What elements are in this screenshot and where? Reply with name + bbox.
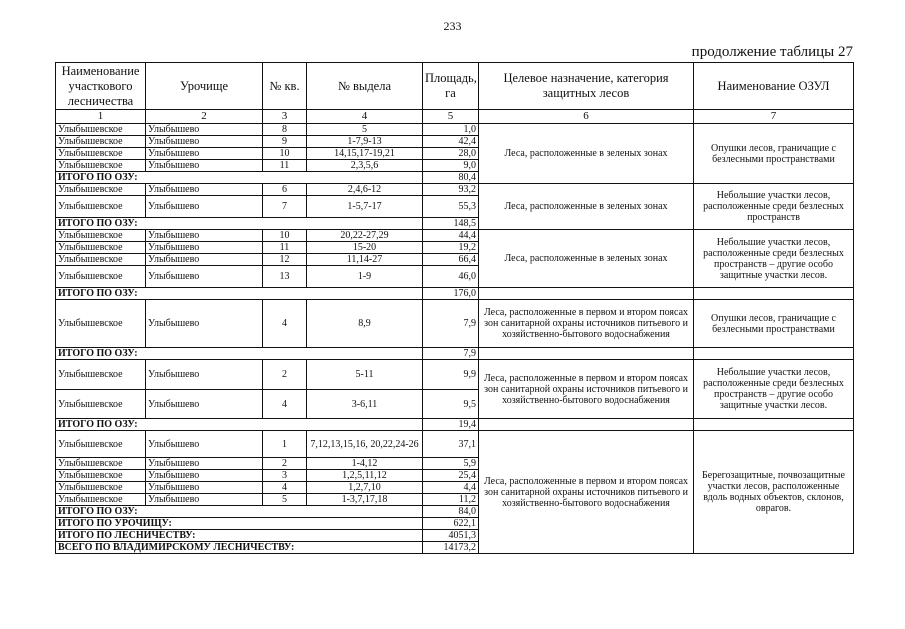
vladimir-total-value: 14173,2: [423, 542, 479, 554]
cell-vydel: 1-3,7,17,18: [307, 494, 423, 506]
total-row: [56, 348, 854, 360]
cell-lesnichestvo: Улыбышевское: [56, 494, 146, 506]
cell-ozul: Берегозащитные, почвозащитные участки лесов, расположенные вдоль водных объектов, склонов, оврагов.: [694, 431, 854, 554]
empty-cell: [694, 288, 854, 300]
cell-lesnichestvo: Улыбышевское: [56, 148, 146, 160]
vladimir-total-label: ВСЕГО ПО ВЛАДИМИРСКОМУ ЛЕСНИЧЕСТВУ:: [56, 542, 423, 554]
header-purpose: Целевое назначение, категория защитных лесов: [479, 63, 694, 110]
cell-kvartal: 1: [263, 431, 307, 458]
cell-area: 9,0: [423, 160, 479, 172]
cell-vydel: 5: [307, 124, 423, 136]
ozul-table: [55, 62, 854, 554]
cell-lesnichestvo: Улыбышевское: [56, 160, 146, 172]
cell-area: 9,5: [423, 390, 479, 419]
cell-purpose: Леса, расположенные в зеленых зонах: [479, 124, 694, 184]
cell-kvartal: 9: [263, 136, 307, 148]
cell-kvartal: 8: [263, 124, 307, 136]
cell-area: 42,4: [423, 136, 479, 148]
lesnichestvo-total-value: 4051,3: [423, 530, 479, 542]
total-label: ИТОГО ПО ОЗУ:: [56, 172, 423, 184]
cell-lesnichestvo: Улыбышевское: [56, 184, 146, 196]
cell-purpose: Леса, расположенные в первом и втором поясах зон санитарной охраны источников питьевого и хозяйственно-бытового водоснабжения: [479, 300, 694, 348]
cell-lesnichestvo: Улыбышевское: [56, 390, 146, 419]
cell-lesnichestvo: Улыбышевское: [56, 458, 146, 470]
total-label: ИТОГО ПО ОЗУ:: [56, 218, 423, 230]
cell-urochishe: Улыбышево: [146, 124, 263, 136]
cell-urochishe: Улыбышево: [146, 148, 263, 160]
urochishe-total-label: ИТОГО ПО УРОЧИЩУ:: [56, 518, 423, 530]
column-number: 6: [479, 110, 694, 124]
total-label: ИТОГО ПО ОЗУ:: [56, 288, 423, 300]
column-number-row: [56, 110, 854, 124]
cell-kvartal: 10: [263, 230, 307, 242]
header-row: [56, 63, 854, 110]
cell-vydel: 11,14-27: [307, 254, 423, 266]
cell-urochishe: Улыбышево: [146, 300, 263, 348]
empty-cell: [479, 288, 694, 300]
cell-area: 66,4: [423, 254, 479, 266]
cell-purpose: Леса, расположенные в зеленых зонах: [479, 230, 694, 288]
empty-cell: [479, 419, 694, 431]
cell-area: 7,9: [423, 300, 479, 348]
header-kvartal: № кв.: [263, 63, 307, 110]
cell-kvartal: 3: [263, 470, 307, 482]
cell-urochishe: Улыбышево: [146, 266, 263, 288]
cell-urochishe: Улыбышево: [146, 458, 263, 470]
cell-area: 5,9: [423, 458, 479, 470]
cell-ozul: Небольшие участки лесов, расположенные среди безлесных пространств – другие особо защитные участки лесов.: [694, 360, 854, 419]
cell-kvartal: 12: [263, 254, 307, 266]
column-number: 7: [694, 110, 854, 124]
cell-urochishe: Улыбышево: [146, 360, 263, 390]
cell-area: 9,9: [423, 360, 479, 390]
cell-vydel: 1,2,5,11,12: [307, 470, 423, 482]
cell-urochishe: Улыбышево: [146, 136, 263, 148]
cell-area: 25,4: [423, 470, 479, 482]
lesnichestvo-total-label: ИТОГО ПО ЛЕСНИЧЕСТВУ:: [56, 530, 423, 542]
cell-kvartal: 11: [263, 160, 307, 172]
cell-kvartal: 13: [263, 266, 307, 288]
cell-vydel: 8,9: [307, 300, 423, 348]
header-vydel: № выдела: [307, 63, 423, 110]
cell-kvartal: 4: [263, 300, 307, 348]
cell-area: 44,4: [423, 230, 479, 242]
cell-area: 93,2: [423, 184, 479, 196]
header-ozul: Наименование ОЗУЛ: [694, 63, 854, 110]
cell-lesnichestvo: Улыбышевское: [56, 254, 146, 266]
cell-area: 37,1: [423, 431, 479, 458]
cell-urochishe: Улыбышево: [146, 160, 263, 172]
total-value: 19,4: [423, 419, 479, 431]
cell-urochishe: Улыбышево: [146, 482, 263, 494]
cell-purpose: Леса, расположенные в первом и втором поясах зон санитарной охраны источников питьевого и хозяйственно-бытового водоснабжения: [479, 360, 694, 419]
cell-area: 19,2: [423, 242, 479, 254]
empty-cell: [694, 348, 854, 360]
total-value: 7,9: [423, 348, 479, 360]
cell-urochishe: Улыбышево: [146, 494, 263, 506]
cell-kvartal: 10: [263, 148, 307, 160]
header-lesnichestvo: Наименование участкового лесничества: [56, 63, 146, 110]
table-row: [56, 230, 854, 242]
cell-area: 55,3: [423, 196, 479, 218]
cell-lesnichestvo: Улыбышевское: [56, 470, 146, 482]
cell-area: 28,0: [423, 148, 479, 160]
total-value: 148,5: [423, 218, 479, 230]
page-number: 233: [443, 19, 462, 33]
total-label: ИТОГО ПО ОЗУ:: [56, 419, 423, 431]
cell-ozul: Опушки лесов, граничащие с безлесными пространствами: [694, 124, 854, 184]
cell-vydel: 14,15,17-19,21: [307, 148, 423, 160]
cell-vydel: 5-11: [307, 360, 423, 390]
cell-vydel: 1-5,7-17: [307, 196, 423, 218]
column-number: 1: [56, 110, 146, 124]
header-area: Площадь, га: [423, 63, 479, 110]
empty-cell: [694, 419, 854, 431]
cell-lesnichestvo: Улыбышевское: [56, 242, 146, 254]
table-row: [56, 431, 854, 458]
cell-vydel: 1-4,12: [307, 458, 423, 470]
cell-urochishe: Улыбышево: [146, 196, 263, 218]
total-value: 84,0: [423, 506, 479, 518]
table-row: [56, 124, 854, 136]
cell-vydel: 15-20: [307, 242, 423, 254]
cell-lesnichestvo: Улыбышевское: [56, 124, 146, 136]
cell-urochishe: Улыбышево: [146, 230, 263, 242]
cell-urochishe: Улыбышево: [146, 184, 263, 196]
column-number: 4: [307, 110, 423, 124]
cell-lesnichestvo: Улыбышевское: [56, 360, 146, 390]
cell-vydel: 1,2,7,10: [307, 482, 423, 494]
cell-urochishe: Улыбышево: [146, 242, 263, 254]
cell-kvartal: 5: [263, 494, 307, 506]
total-value: 80,4: [423, 172, 479, 184]
cell-kvartal: 2: [263, 458, 307, 470]
cell-lesnichestvo: Улыбышевское: [56, 230, 146, 242]
total-label: ИТОГО ПО ОЗУ:: [56, 506, 423, 518]
cell-vydel: 2,3,5,6: [307, 160, 423, 172]
cell-urochishe: Улыбышево: [146, 390, 263, 419]
cell-area: 4,4: [423, 482, 479, 494]
cell-lesnichestvo: Улыбышевское: [56, 196, 146, 218]
cell-purpose: Леса, расположенные в первом и втором поясах зон санитарной охраны источников питьевого и хозяйственно-бытового водоснабжения: [479, 431, 694, 554]
cell-kvartal: 4: [263, 390, 307, 419]
cell-kvartal: 6: [263, 184, 307, 196]
column-number: 3: [263, 110, 307, 124]
cell-lesnichestvo: Улыбышевское: [56, 266, 146, 288]
cell-urochishe: Улыбышево: [146, 254, 263, 266]
empty-cell: [479, 348, 694, 360]
total-value: 176,0: [423, 288, 479, 300]
cell-lesnichestvo: Улыбышевское: [56, 482, 146, 494]
table-row: [56, 300, 854, 348]
column-number: 5: [423, 110, 479, 124]
cell-area: 11,2: [423, 494, 479, 506]
cell-lesnichestvo: Улыбышевское: [56, 431, 146, 458]
cell-vydel: 3-6,11: [307, 390, 423, 419]
cell-kvartal: 4: [263, 482, 307, 494]
total-label: ИТОГО ПО ОЗУ:: [56, 348, 423, 360]
cell-ozul: Опушки лесов, граничащие с безлесными пространствами: [694, 300, 854, 348]
cell-ozul: Небольшие участки лесов, расположенные среди безлесных пространств: [694, 184, 854, 230]
header-urochishe: Урочище: [146, 63, 263, 110]
cell-kvartal: 2: [263, 360, 307, 390]
cell-vydel: 7,12,13,15,16, 20,22,24-26: [307, 431, 423, 458]
cell-kvartal: 11: [263, 242, 307, 254]
table-row: [56, 360, 854, 390]
cell-urochishe: Улыбышево: [146, 431, 263, 458]
cell-urochishe: Улыбышево: [146, 470, 263, 482]
cell-area: 1,0: [423, 124, 479, 136]
cell-lesnichestvo: Улыбышевское: [56, 300, 146, 348]
cell-lesnichestvo: Улыбышевское: [56, 136, 146, 148]
cell-kvartal: 7: [263, 196, 307, 218]
total-row: [56, 288, 854, 300]
table-continuation-caption: продолжение таблицы 27: [691, 44, 853, 60]
cell-vydel: 2,4,6-12: [307, 184, 423, 196]
cell-ozul: Небольшие участки лесов, расположенные среди безлесных пространств – другие особо защитные участки лесов.: [694, 230, 854, 288]
urochishe-total-value: 622,1: [423, 518, 479, 530]
column-number: 2: [146, 110, 263, 124]
table-row: [56, 184, 854, 196]
cell-purpose: Леса, расположенные в зеленых зонах: [479, 184, 694, 230]
cell-vydel: 1-7,9-13: [307, 136, 423, 148]
cell-vydel: 20,22-27,29: [307, 230, 423, 242]
total-row: [56, 419, 854, 431]
cell-vydel: 1-9: [307, 266, 423, 288]
cell-area: 46,0: [423, 266, 479, 288]
